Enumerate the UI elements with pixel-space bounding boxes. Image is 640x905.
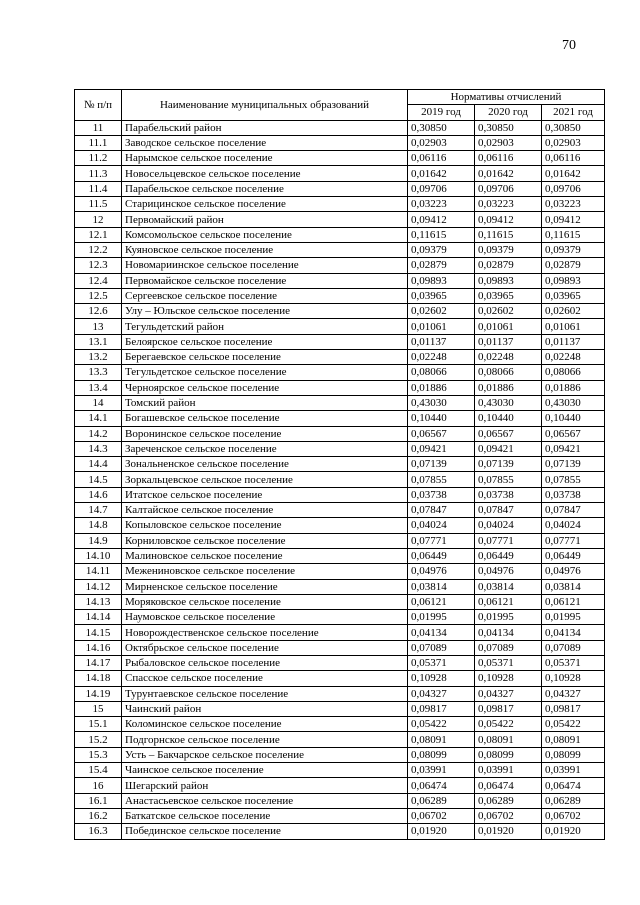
table-row — [75, 778, 605, 793]
value-2020: 0,01061 — [475, 319, 542, 334]
value-2019: 0,08099 — [408, 747, 475, 762]
table-row — [75, 319, 605, 334]
value-2021: 0,01886 — [542, 380, 605, 395]
row-number: 14.10 — [75, 548, 122, 563]
table-row — [75, 242, 605, 257]
table-row — [75, 625, 605, 640]
value-2020: 0,10440 — [475, 411, 542, 426]
municipality-name: Усть – Бакчарское сельское поселение — [122, 747, 408, 762]
row-number: 14.17 — [75, 655, 122, 670]
value-2019: 0,06289 — [408, 793, 475, 808]
municipality-name: Октябрьское сельское поселение — [122, 640, 408, 655]
municipality-name: Комсомольское сельское поселение — [122, 227, 408, 242]
table-row — [75, 503, 605, 518]
value-2019: 0,09379 — [408, 242, 475, 257]
table-row — [75, 808, 605, 823]
municipality-name: Зареченское сельское поселение — [122, 441, 408, 456]
value-2021: 0,03965 — [542, 288, 605, 303]
value-2021: 0,03991 — [542, 763, 605, 778]
value-2021: 0,01642 — [542, 166, 605, 181]
table-row — [75, 288, 605, 303]
page-number: 70 — [562, 38, 576, 53]
municipality-name: Тегульдетское сельское поселение — [122, 365, 408, 380]
row-number: 14.9 — [75, 533, 122, 548]
value-2021: 0,09412 — [542, 212, 605, 227]
value-2019: 0,02879 — [408, 258, 475, 273]
table-row — [75, 701, 605, 716]
municipality-name: Подгорнское сельское поселение — [122, 732, 408, 747]
municipality-name: Рыбаловское сельское поселение — [122, 655, 408, 670]
municipality-name: Богашевское сельское поселение — [122, 411, 408, 426]
row-number: 16.2 — [75, 808, 122, 823]
row-number: 11 — [75, 120, 122, 135]
municipality-name: Новомариинское сельское поселение — [122, 258, 408, 273]
value-2021: 0,01995 — [542, 610, 605, 625]
value-2020: 0,09817 — [475, 701, 542, 716]
value-2021: 0,09706 — [542, 181, 605, 196]
value-2020: 0,01886 — [475, 380, 542, 395]
municipality-name: Межениновское сельское поселение — [122, 564, 408, 579]
table-row — [75, 518, 605, 533]
table-row — [75, 487, 605, 502]
value-2019: 0,01642 — [408, 166, 475, 181]
value-2021: 0,01137 — [542, 334, 605, 349]
municipality-name: Черноярское сельское поселение — [122, 380, 408, 395]
row-number: 14.4 — [75, 457, 122, 472]
value-2021: 0,02879 — [542, 258, 605, 273]
value-2019: 0,10440 — [408, 411, 475, 426]
municipality-name: Улу – Юльское сельское поселение — [122, 304, 408, 319]
value-2021: 0,08091 — [542, 732, 605, 747]
table-row — [75, 258, 605, 273]
value-2020: 0,02248 — [475, 350, 542, 365]
table-row — [75, 579, 605, 594]
municipality-name: Коломинское сельское поселение — [122, 717, 408, 732]
table-row — [75, 533, 605, 548]
row-number: 12.4 — [75, 273, 122, 288]
value-2019: 0,06702 — [408, 808, 475, 823]
table-row — [75, 166, 605, 181]
value-2020: 0,43030 — [475, 395, 542, 410]
municipality-name: Спасское сельское поселение — [122, 671, 408, 686]
value-2020: 0,09379 — [475, 242, 542, 257]
value-2021: 0,07139 — [542, 457, 605, 472]
row-number: 13.3 — [75, 365, 122, 380]
municipality-name: Старицинское сельское поселение — [122, 197, 408, 212]
value-2019: 0,03991 — [408, 763, 475, 778]
table-row — [75, 472, 605, 487]
value-2021: 0,10440 — [542, 411, 605, 426]
value-2021: 0,06116 — [542, 151, 605, 166]
table-row — [75, 304, 605, 319]
value-2019: 0,06474 — [408, 778, 475, 793]
value-2020: 0,09412 — [475, 212, 542, 227]
value-2020: 0,01642 — [475, 166, 542, 181]
row-number: 15 — [75, 701, 122, 716]
value-2020: 0,06289 — [475, 793, 542, 808]
municipality-name: Томский район — [122, 395, 408, 410]
value-2021: 0,04976 — [542, 564, 605, 579]
table-row — [75, 411, 605, 426]
value-2019: 0,06567 — [408, 426, 475, 441]
value-2019: 0,01995 — [408, 610, 475, 625]
row-number: 12 — [75, 212, 122, 227]
value-2020: 0,04327 — [475, 686, 542, 701]
value-2020: 0,09421 — [475, 441, 542, 456]
table-row — [75, 457, 605, 472]
value-2020: 0,02602 — [475, 304, 542, 319]
table-header — [75, 90, 605, 121]
value-2019: 0,02903 — [408, 135, 475, 150]
value-2020: 0,09706 — [475, 181, 542, 196]
value-2019: 0,30850 — [408, 120, 475, 135]
value-2021: 0,05422 — [542, 717, 605, 732]
value-2021: 0,03814 — [542, 579, 605, 594]
municipality-name: Чаинское сельское поселение — [122, 763, 408, 778]
table-row — [75, 181, 605, 196]
row-number: 12.2 — [75, 242, 122, 257]
municipality-name: Малиновское сельское поселение — [122, 548, 408, 563]
row-number: 14.18 — [75, 671, 122, 686]
value-2019: 0,11615 — [408, 227, 475, 242]
header-year-2019: 2019 год — [408, 105, 475, 120]
value-2019: 0,10928 — [408, 671, 475, 686]
value-2021: 0,43030 — [542, 395, 605, 410]
municipality-name: Итатское сельское поселение — [122, 487, 408, 502]
row-number: 11.5 — [75, 197, 122, 212]
value-2019: 0,07855 — [408, 472, 475, 487]
row-number: 11.1 — [75, 135, 122, 150]
municipality-name: Парабельское сельское поселение — [122, 181, 408, 196]
value-2020: 0,09893 — [475, 273, 542, 288]
value-2021: 0,01061 — [542, 319, 605, 334]
municipality-name: Баткатское сельское поселение — [122, 808, 408, 823]
value-2021: 0,09379 — [542, 242, 605, 257]
value-2021: 0,10928 — [542, 671, 605, 686]
table-row — [75, 441, 605, 456]
value-2020: 0,02879 — [475, 258, 542, 273]
value-2020: 0,06474 — [475, 778, 542, 793]
row-number: 14.13 — [75, 594, 122, 609]
value-2020: 0,07847 — [475, 503, 542, 518]
header-year-2021: 2021 год — [542, 105, 605, 120]
row-number: 11.2 — [75, 151, 122, 166]
header-row-top — [75, 90, 605, 105]
row-number: 14.16 — [75, 640, 122, 655]
value-2019: 0,43030 — [408, 395, 475, 410]
value-2019: 0,07771 — [408, 533, 475, 548]
value-2021: 0,08066 — [542, 365, 605, 380]
municipality-name: Зональненское сельское поселение — [122, 457, 408, 472]
value-2020: 0,03965 — [475, 288, 542, 303]
municipality-name: Воронинское сельское поселение — [122, 426, 408, 441]
row-number: 14.11 — [75, 564, 122, 579]
row-number: 13.2 — [75, 350, 122, 365]
table-row — [75, 610, 605, 625]
municipality-name: Сергеевское сельское поселение — [122, 288, 408, 303]
value-2021: 0,03223 — [542, 197, 605, 212]
municipality-name: Шегарский район — [122, 778, 408, 793]
value-2019: 0,04134 — [408, 625, 475, 640]
table-row — [75, 197, 605, 212]
row-number: 15.1 — [75, 717, 122, 732]
municipality-name: Моряковское сельское поселение — [122, 594, 408, 609]
row-number: 14.12 — [75, 579, 122, 594]
value-2020: 0,06449 — [475, 548, 542, 563]
row-number: 14.15 — [75, 625, 122, 640]
table-row — [75, 227, 605, 242]
row-number: 14.5 — [75, 472, 122, 487]
table-row — [75, 548, 605, 563]
value-2019: 0,01920 — [408, 824, 475, 839]
row-number: 16 — [75, 778, 122, 793]
table-row — [75, 747, 605, 762]
municipality-name: Первомайский район — [122, 212, 408, 227]
value-2020: 0,06121 — [475, 594, 542, 609]
row-number: 15.2 — [75, 732, 122, 747]
value-2020: 0,06567 — [475, 426, 542, 441]
value-2021: 0,01920 — [542, 824, 605, 839]
value-2021: 0,06474 — [542, 778, 605, 793]
table-row — [75, 640, 605, 655]
value-2020: 0,04024 — [475, 518, 542, 533]
value-2019: 0,03738 — [408, 487, 475, 502]
value-2021: 0,04327 — [542, 686, 605, 701]
table-row — [75, 671, 605, 686]
value-2021: 0,07089 — [542, 640, 605, 655]
row-number: 14.6 — [75, 487, 122, 502]
value-2021: 0,05371 — [542, 655, 605, 670]
table-row — [75, 395, 605, 410]
table-row — [75, 564, 605, 579]
value-2019: 0,04024 — [408, 518, 475, 533]
value-2020: 0,03223 — [475, 197, 542, 212]
value-2021: 0,06449 — [542, 548, 605, 563]
value-2020: 0,05371 — [475, 655, 542, 670]
municipality-name: Берегаевское сельское поселение — [122, 350, 408, 365]
row-number: 12.5 — [75, 288, 122, 303]
row-number: 15.4 — [75, 763, 122, 778]
value-2019: 0,01061 — [408, 319, 475, 334]
value-2021: 0,02248 — [542, 350, 605, 365]
table-row — [75, 426, 605, 441]
table-row — [75, 594, 605, 609]
row-number: 14.14 — [75, 610, 122, 625]
value-2019: 0,07139 — [408, 457, 475, 472]
value-2019: 0,05371 — [408, 655, 475, 670]
table-row — [75, 793, 605, 808]
value-2021: 0,04134 — [542, 625, 605, 640]
table-row — [75, 717, 605, 732]
value-2020: 0,06116 — [475, 151, 542, 166]
value-2019: 0,02602 — [408, 304, 475, 319]
table-row — [75, 655, 605, 670]
municipality-name: Наумовское сельское поселение — [122, 610, 408, 625]
municipality-name: Первомайское сельское поселение — [122, 273, 408, 288]
value-2020: 0,03991 — [475, 763, 542, 778]
value-2021: 0,09817 — [542, 701, 605, 716]
value-2020: 0,07771 — [475, 533, 542, 548]
value-2020: 0,03814 — [475, 579, 542, 594]
table-row — [75, 380, 605, 395]
row-number: 16.3 — [75, 824, 122, 839]
value-2021: 0,07855 — [542, 472, 605, 487]
value-2019: 0,04976 — [408, 564, 475, 579]
value-2019: 0,07089 — [408, 640, 475, 655]
value-2019: 0,09412 — [408, 212, 475, 227]
value-2019: 0,03965 — [408, 288, 475, 303]
value-2021: 0,11615 — [542, 227, 605, 242]
value-2019: 0,06116 — [408, 151, 475, 166]
value-2020: 0,08091 — [475, 732, 542, 747]
value-2021: 0,02602 — [542, 304, 605, 319]
value-2020: 0,01920 — [475, 824, 542, 839]
value-2019: 0,02248 — [408, 350, 475, 365]
table-body — [75, 120, 605, 839]
value-2020: 0,04134 — [475, 625, 542, 640]
value-2020: 0,06702 — [475, 808, 542, 823]
table-row — [75, 686, 605, 701]
value-2020: 0,05422 — [475, 717, 542, 732]
municipality-name: Зоркальцевское сельское поселение — [122, 472, 408, 487]
value-2020: 0,02903 — [475, 135, 542, 150]
row-number: 14.3 — [75, 441, 122, 456]
value-2021: 0,03738 — [542, 487, 605, 502]
value-2020: 0,07089 — [475, 640, 542, 655]
value-2021: 0,04024 — [542, 518, 605, 533]
row-number: 13.4 — [75, 380, 122, 395]
table-row — [75, 212, 605, 227]
value-2019: 0,05422 — [408, 717, 475, 732]
municipality-name: Корниловское сельское поселение — [122, 533, 408, 548]
table-row — [75, 365, 605, 380]
municipality-name: Мирненское сельское поселение — [122, 579, 408, 594]
value-2021: 0,06289 — [542, 793, 605, 808]
municipality-name: Заводское сельское поселение — [122, 135, 408, 150]
value-2019: 0,06121 — [408, 594, 475, 609]
value-2021: 0,06567 — [542, 426, 605, 441]
row-number: 14.19 — [75, 686, 122, 701]
header-municipality-name: Наименование муниципальных образований — [122, 90, 408, 121]
row-number: 14 — [75, 395, 122, 410]
value-2019: 0,09893 — [408, 273, 475, 288]
value-2019: 0,01137 — [408, 334, 475, 349]
municipality-name: Парабельский район — [122, 120, 408, 135]
value-2021: 0,07847 — [542, 503, 605, 518]
municipality-name: Нарымское сельское поселение — [122, 151, 408, 166]
row-number: 14.7 — [75, 503, 122, 518]
table-row — [75, 350, 605, 365]
table-row — [75, 334, 605, 349]
row-number: 13.1 — [75, 334, 122, 349]
row-number: 13 — [75, 319, 122, 334]
value-2019: 0,07847 — [408, 503, 475, 518]
value-2019: 0,06449 — [408, 548, 475, 563]
value-2019: 0,01886 — [408, 380, 475, 395]
header-normatives-group: Нормативы отчислений — [408, 90, 605, 105]
table-row — [75, 732, 605, 747]
value-2020: 0,08066 — [475, 365, 542, 380]
municipality-name: Турунтаевское сельское поселение — [122, 686, 408, 701]
value-2021: 0,07771 — [542, 533, 605, 548]
value-2020: 0,11615 — [475, 227, 542, 242]
municipality-name: Куяновское сельское поселение — [122, 242, 408, 257]
value-2019: 0,04327 — [408, 686, 475, 701]
row-number: 14.2 — [75, 426, 122, 441]
row-number: 15.3 — [75, 747, 122, 762]
value-2021: 0,09893 — [542, 273, 605, 288]
row-number: 12.6 — [75, 304, 122, 319]
table-row — [75, 824, 605, 839]
value-2019: 0,09421 — [408, 441, 475, 456]
municipality-name: Копыловское сельское поселение — [122, 518, 408, 533]
table-row — [75, 135, 605, 150]
value-2019: 0,03223 — [408, 197, 475, 212]
value-2021: 0,02903 — [542, 135, 605, 150]
municipality-name: Белоярское сельское поселение — [122, 334, 408, 349]
header-number: № п/п — [75, 90, 122, 121]
table-row — [75, 151, 605, 166]
value-2020: 0,30850 — [475, 120, 542, 135]
row-number: 11.4 — [75, 181, 122, 196]
municipality-name: Чаинский район — [122, 701, 408, 716]
row-number: 11.3 — [75, 166, 122, 181]
municipality-name: Тегульдетский район — [122, 319, 408, 334]
row-number: 16.1 — [75, 793, 122, 808]
value-2020: 0,07855 — [475, 472, 542, 487]
row-number: 14.1 — [75, 411, 122, 426]
row-number: 12.3 — [75, 258, 122, 273]
value-2019: 0,09706 — [408, 181, 475, 196]
value-2021: 0,09421 — [542, 441, 605, 456]
value-2020: 0,07139 — [475, 457, 542, 472]
value-2020: 0,04976 — [475, 564, 542, 579]
municipality-name: Калтайское сельское поселение — [122, 503, 408, 518]
value-2020: 0,10928 — [475, 671, 542, 686]
value-2021: 0,06702 — [542, 808, 605, 823]
municipality-name: Анастасьевское сельское поселение — [122, 793, 408, 808]
municipality-name: Побединское сельское поселение — [122, 824, 408, 839]
value-2019: 0,08091 — [408, 732, 475, 747]
table-row — [75, 120, 605, 135]
value-2020: 0,01137 — [475, 334, 542, 349]
row-number: 14.8 — [75, 518, 122, 533]
value-2020: 0,01995 — [475, 610, 542, 625]
value-2019: 0,08066 — [408, 365, 475, 380]
row-number: 12.1 — [75, 227, 122, 242]
value-2019: 0,09817 — [408, 701, 475, 716]
normatives-table — [74, 89, 605, 840]
value-2019: 0,03814 — [408, 579, 475, 594]
value-2021: 0,30850 — [542, 120, 605, 135]
value-2021: 0,06121 — [542, 594, 605, 609]
value-2020: 0,03738 — [475, 487, 542, 502]
value-2020: 0,08099 — [475, 747, 542, 762]
header-year-2020: 2020 год — [475, 105, 542, 120]
municipality-name: Новосельцевское сельское поселение — [122, 166, 408, 181]
value-2021: 0,08099 — [542, 747, 605, 762]
table-row — [75, 763, 605, 778]
table-row — [75, 273, 605, 288]
municipality-name: Новорождественское сельское поселение — [122, 625, 408, 640]
